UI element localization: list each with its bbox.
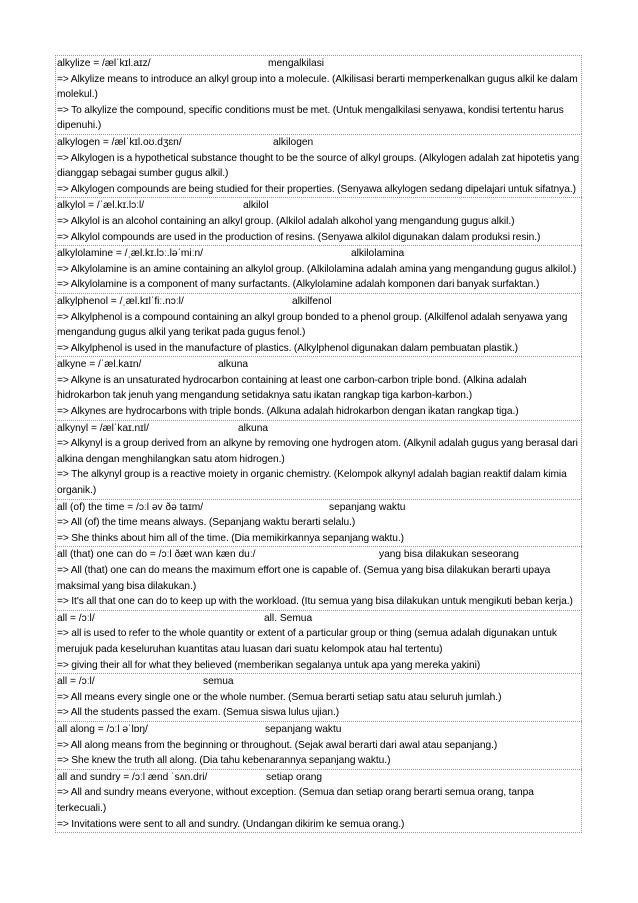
entry-example: => She knew the truth all along. (Dia tahu kebenarannya sepanjang waktu.) <box>57 755 391 767</box>
entry-headword-line <box>57 770 580 786</box>
entry-term: alkynyl = /ælˈkaɪ.nɪl/ <box>57 422 149 434</box>
dictionary-entry <box>55 420 582 499</box>
entry-example: => Alkynes are hydrocarbons with triple bonds. (Alkuna adalah hidrokarbon dengan ikatan rangkap tiga.) <box>57 406 519 418</box>
dictionary-entry <box>55 499 582 547</box>
entry-translation: alkuna <box>218 359 249 371</box>
entry-term: all along = /ɔːl əˈlɒŋ/ <box>57 723 148 735</box>
entry-example: => giving their all for what they believed (memberikan segalanya untuk apa yang mereka yakini) <box>57 659 481 671</box>
entry-translation: alkilfenol <box>292 295 332 307</box>
entry-translation: alkilolamina <box>351 248 405 260</box>
entry-example: => It's all that one can do to keep up with the workload. (Itu semua yang bisa dilakukan untuk mengikuti beban kerja.) <box>57 596 573 608</box>
dictionary-entry <box>55 134 582 197</box>
entry-translation: alkilol <box>243 200 269 212</box>
dictionary-entry <box>55 55 582 134</box>
entry-headword-line <box>57 722 580 738</box>
entry-term: all = /ɔːl/ <box>57 612 95 624</box>
entry-term: all and sundry = /ɔːl ænd ˈsʌn.dri/ <box>57 771 208 783</box>
entry-definition: => All (that) one can do means the maximum effort one is capable of. (Semua yang bisa dilakukan berarti upaya maksimal yang bisa dilakukan.) <box>57 565 551 592</box>
entry-definition: => All along means from the beginning or throughout. (Sejak awal berarti dari awal atau sepanjang.) <box>57 739 498 751</box>
entry-headword-line <box>57 198 580 214</box>
entry-term: alkylogen = /ælˈkɪl.oʊ.dʒɛn/ <box>57 136 182 148</box>
entry-term: alkyne = /ˈæl.kaɪn/ <box>57 359 142 371</box>
dictionary-entry <box>55 197 582 245</box>
dictionary-entry <box>55 610 582 673</box>
entry-list <box>55 55 582 833</box>
entry-definition: => Alkylol is an alcohol containing an alkyl group. (Alkilol adalah alkohol yang mengandung gugus alkil.) <box>57 215 515 227</box>
entry-definition: => All and sundry means everyone, without exception. (Semua dan setiap orang berarti semua orang, tanpa terkecuali.) <box>57 787 534 814</box>
entry-definition: => all is used to refer to the whole quantity or extent of a particular group or thing (semua adalah digunakan untuk merujuk pada keseluruhan kuantitas atau luasan dari suatu kelompok atau hal tertentu) <box>57 628 557 655</box>
dictionary-entry <box>55 769 582 833</box>
entry-example: => Alkylogen compounds are being studied for their properties. (Senyawa alkylogen sedang dipelajari untuk sifatnya.) <box>57 183 576 195</box>
entry-example: => She thinks about him all of the time. (Dia memikirkannya sepanjang waktu.) <box>57 532 405 544</box>
entry-term: alkylphenol = /ˌæl.kɪlˈfiː.nɔːl/ <box>57 295 184 307</box>
entry-headword-line <box>57 294 580 310</box>
entry-definition: => All means every single one or the whole number. (Semua berarti setiap satu atau seluruh jumlah.) <box>57 691 502 703</box>
dictionary-entry <box>55 721 582 769</box>
dictionary-entry <box>55 546 582 609</box>
entry-translation: alkuna <box>238 422 269 434</box>
entry-term: alkylol = /ˈæl.kɪ.lɔːl/ <box>57 200 145 212</box>
entry-definition: => Alkylolamine is an amine containing an alkylol group. (Alkilolamina adalah amina yang mengandung gugus alkilol.) <box>57 263 577 275</box>
entry-translation: all. Semua <box>264 612 313 624</box>
entry-example: => Alkylolamine is a component of many surfactants. (Alkylolamine adalah komponen dari banyak surfaktan.) <box>57 279 540 291</box>
entry-translation: mengalkilasi <box>268 58 325 69</box>
entry-headword-line <box>57 500 580 516</box>
entry-term: alkylolamine = /ˌæl.kɪ.lɔː.ləˈmiːn/ <box>57 248 204 260</box>
entry-definition: => All (of) the time means always. (Sepanjang waktu berarti selalu.) <box>57 517 356 529</box>
dictionary-entry <box>55 293 582 356</box>
entry-example: => Invitations were sent to all and sundry. (Undangan dikirim ke semua orang.) <box>57 818 405 830</box>
entry-translation: semua <box>203 676 234 688</box>
entry-definition: => Alkylphenol is a compound containing an alkyl group bonded to a phenol group. (Alkilfenol adalah senyawa yang mengandung gugus alkil yang terikat pada gugus fenol.) <box>57 311 568 339</box>
entry-example: => All the students passed the exam. (Semua siswa lulus ujian.) <box>57 707 340 719</box>
entry-term: all = /ɔːl/ <box>57 676 95 688</box>
entry-headword-line <box>57 674 580 690</box>
entry-translation: setiap orang <box>266 771 323 783</box>
entry-term: all (that) one can do = /ɔːl ðæt wʌn kæn duː/ <box>57 549 256 561</box>
entry-headword-line <box>57 547 580 563</box>
entry-translation: alkilogen <box>273 136 314 148</box>
entry-example: => Alkylol compounds are used in the production of resins. (Senyawa alkilol digunakan dalam produksi resin.) <box>57 231 541 243</box>
entry-example: => To alkylize the compound, specific conditions must be met. (Untuk mengalkilasi senyawa, kondisi tertentu harus dipenuhi.) <box>57 104 564 132</box>
entry-headword-line <box>57 246 580 262</box>
entry-headword-line <box>57 421 580 437</box>
entry-headword-line <box>57 56 580 72</box>
entry-definition: => Alkylogen is a hypothetical substance thought to be the source of alkyl groups. (Alkylogen adalah zat hipotetis yang dianggap sebagai sumber gugus alkil.) <box>57 152 580 180</box>
entry-headword-line <box>57 357 580 373</box>
entry-term: alkylize = /ælˈkɪl.aɪz/ <box>57 58 151 69</box>
dictionary-entry <box>55 673 582 721</box>
entry-definition: => Alkyne is an unsaturated hydrocarbon containing at least one carbon-carbon triple bond. (Alkina adalah hidrokarbon tak jenuh yang mengandung setidaknya satu ikatan rangkap tiga karbon-karbon.) <box>57 374 527 402</box>
entry-example: => The alkynyl group is a reactive moiety in organic chemistry. (Kelompok alkynyl adalah bagian reaktif dalam kimia organik.) <box>57 469 567 497</box>
entry-term: all (of) the time = /ɔːl əv ðə taɪm/ <box>57 501 204 513</box>
entry-translation: yang bisa dilakukan seseorang <box>379 549 519 561</box>
entry-definition: => Alkylize means to introduce an alkyl group into a molecule. (Alkilisasi berarti memperkenalkan gugus alkil ke dalam molekul.) <box>57 73 578 101</box>
dictionary-entry <box>55 245 582 293</box>
entry-translation: sepanjang waktu <box>329 501 406 513</box>
entry-headword-line <box>57 611 580 627</box>
entry-definition: => Alkynyl is a group derived from an alkyne by removing one hydrogen atom. (Alkynil adalah gugus yang berasal dari alkina dengan menghilangkan satu atom hidrogen.) <box>57 438 578 465</box>
document-page <box>55 55 582 833</box>
dictionary-entry <box>55 356 582 419</box>
entry-example: => Alkylphenol is used in the manufacture of plastics. (Alkylphenol digunakan dalam pembuatan plastik.) <box>57 342 518 354</box>
entry-headword-line <box>57 135 580 151</box>
entry-translation: sepanjang waktu <box>265 723 342 735</box>
